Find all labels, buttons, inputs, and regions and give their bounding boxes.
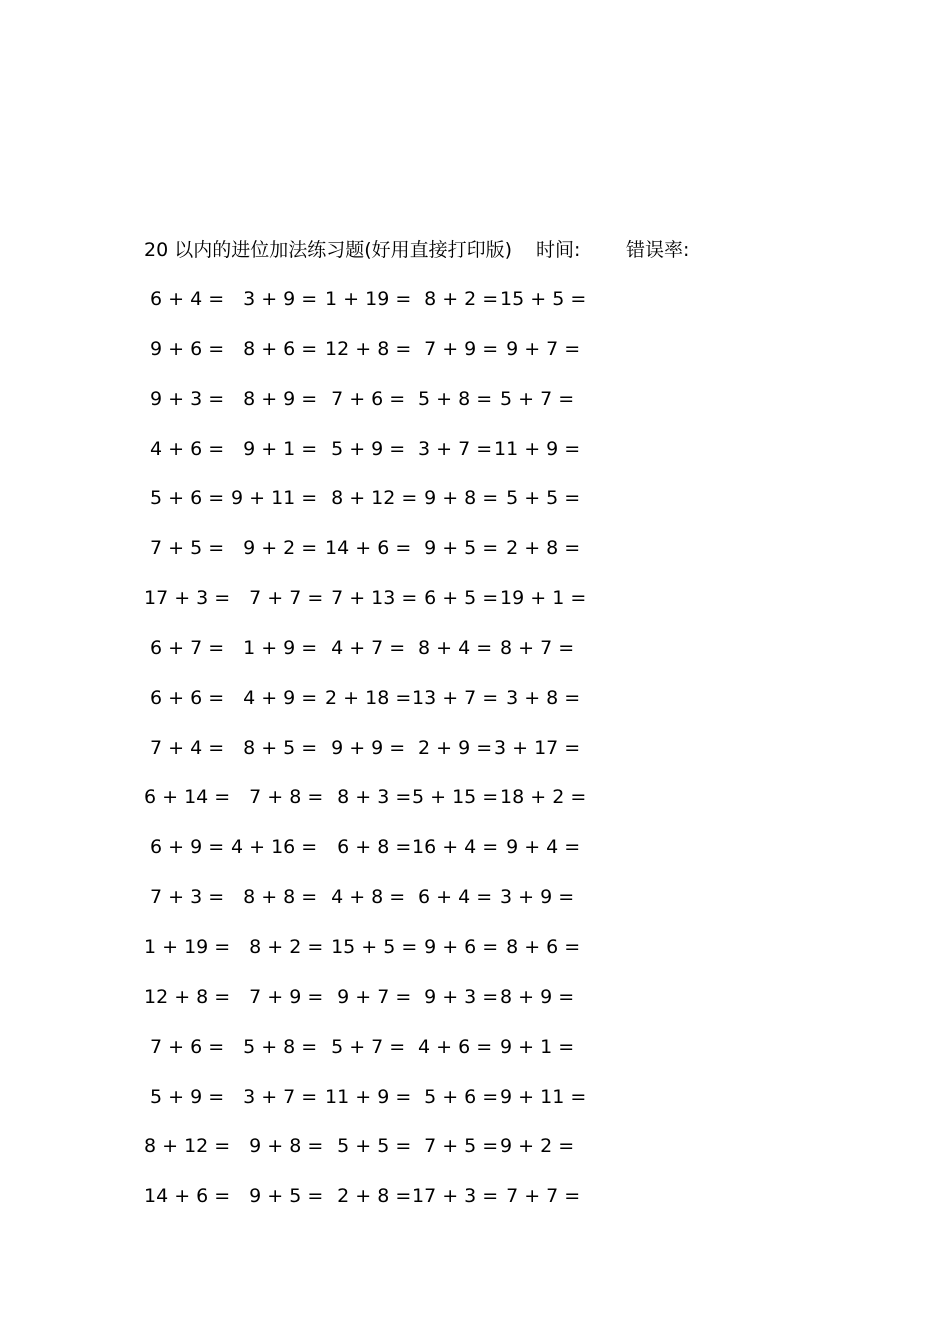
addition-problem: 7 + 9 = xyxy=(231,985,324,1008)
addition-problem: 5 + 15 = xyxy=(412,786,499,809)
problem-row xyxy=(0,436,950,486)
addition-problem: 7 + 8 = xyxy=(231,786,324,809)
problem-row xyxy=(0,286,950,336)
problem-row xyxy=(0,834,950,884)
addition-problem: 5 + 9 = xyxy=(319,437,406,460)
addition-problem: 19 + 1 = xyxy=(494,587,587,610)
addition-problem: 9 + 6 = xyxy=(144,337,225,360)
addition-problem: 8 + 8 = xyxy=(231,886,318,909)
addition-problem: 9 + 4 = xyxy=(494,836,581,859)
addition-problem: 12 + 8 = xyxy=(319,337,412,360)
problem-row xyxy=(0,1183,950,1233)
addition-problem: 2 + 8 = xyxy=(494,537,581,560)
addition-problem: 17 + 3 = xyxy=(144,587,231,610)
addition-problem: 8 + 6 = xyxy=(231,337,318,360)
problem-row xyxy=(0,485,950,535)
addition-problem: 1 + 19 = xyxy=(319,288,412,310)
addition-problem: 9 + 3 = xyxy=(412,985,499,1008)
addition-problem: 16 + 4 = xyxy=(412,836,499,859)
addition-problem: 14 + 6 = xyxy=(319,537,412,560)
addition-problem: 3 + 9 = xyxy=(231,288,318,310)
problem-row xyxy=(0,735,950,785)
addition-problem: 6 + 6 = xyxy=(144,686,225,709)
addition-problem: 4 + 6 = xyxy=(144,437,225,460)
addition-problem: 5 + 6 = xyxy=(144,487,225,510)
addition-problem: 6 + 5 = xyxy=(412,587,499,610)
addition-problem: 7 + 5 = xyxy=(144,537,225,560)
addition-problem: 18 + 2 = xyxy=(494,786,587,809)
addition-problem: 8 + 6 = xyxy=(494,935,581,958)
problem-row xyxy=(0,1084,950,1134)
addition-problem: 7 + 7 = xyxy=(231,587,324,610)
addition-problem: 8 + 9 = xyxy=(231,387,318,410)
problem-row xyxy=(0,635,950,685)
addition-problem: 5 + 8 = xyxy=(412,387,493,410)
addition-problem: 11 + 9 = xyxy=(319,1085,412,1108)
addition-problem: 4 + 16 = xyxy=(231,836,318,859)
addition-problem: 9 + 11 = xyxy=(494,1085,587,1108)
addition-problem: 9 + 5 = xyxy=(412,537,499,560)
addition-problem: 8 + 2 = xyxy=(412,288,499,310)
addition-problem: 7 + 6 = xyxy=(319,387,406,410)
problem-row xyxy=(0,585,950,635)
error-rate-label: 错误率: xyxy=(626,239,690,261)
addition-problem: 1 + 9 = xyxy=(231,636,318,659)
addition-problem: 8 + 12 = xyxy=(319,487,418,510)
addition-problem: 8 + 2 = xyxy=(231,935,324,958)
addition-problem: 2 + 18 = xyxy=(319,686,412,709)
addition-problem: 9 + 11 = xyxy=(231,487,318,510)
addition-problem: 9 + 2 = xyxy=(494,1135,575,1158)
addition-problem: 14 + 6 = xyxy=(144,1185,231,1208)
addition-problem: 7 + 7 = xyxy=(494,1185,581,1208)
problem-row xyxy=(0,934,950,984)
addition-problem: 9 + 7 = xyxy=(494,337,581,360)
addition-problem: 6 + 9 = xyxy=(144,836,225,859)
problem-row xyxy=(0,884,950,934)
addition-problem: 7 + 6 = xyxy=(144,1035,225,1058)
problem-row xyxy=(0,685,950,735)
problem-row xyxy=(0,784,950,834)
addition-problem: 9 + 9 = xyxy=(319,736,406,759)
addition-problem: 3 + 8 = xyxy=(494,686,581,709)
addition-problem: 8 + 9 = xyxy=(494,985,575,1008)
problem-row xyxy=(0,535,950,585)
addition-problem: 5 + 7 = xyxy=(494,387,575,410)
addition-problem: 3 + 9 = xyxy=(494,886,575,909)
addition-problem: 13 + 7 = xyxy=(412,686,499,709)
addition-problem: 2 + 9 = xyxy=(412,736,493,759)
addition-problem: 17 + 3 = xyxy=(412,1185,499,1208)
addition-problem: 5 + 5 = xyxy=(319,1135,412,1158)
addition-problem: 5 + 6 = xyxy=(412,1085,499,1108)
addition-problem: 12 + 8 = xyxy=(144,985,231,1008)
addition-problem: 3 + 17 = xyxy=(494,736,581,759)
addition-problem: 15 + 5 = xyxy=(494,288,587,310)
addition-problem: 5 + 8 = xyxy=(231,1035,318,1058)
addition-problem: 8 + 5 = xyxy=(231,736,318,759)
problem-row xyxy=(0,1034,950,1084)
addition-problem: 4 + 9 = xyxy=(231,686,318,709)
problem-row xyxy=(0,984,950,1034)
addition-problem: 6 + 4 = xyxy=(412,886,493,909)
addition-problem: 6 + 7 = xyxy=(144,636,225,659)
addition-problem: 8 + 7 = xyxy=(494,636,575,659)
problem-grid xyxy=(0,286,950,1233)
addition-problem: 7 + 9 = xyxy=(412,337,499,360)
problem-row xyxy=(0,386,950,436)
addition-problem: 9 + 5 = xyxy=(231,1185,324,1208)
addition-problem: 15 + 5 = xyxy=(319,935,418,958)
addition-problem: 7 + 13 = xyxy=(319,587,418,610)
addition-problem: 3 + 7 = xyxy=(412,437,493,460)
addition-problem: 2 + 8 = xyxy=(319,1185,412,1208)
addition-problem: 3 + 7 = xyxy=(231,1085,318,1108)
addition-problem: 5 + 5 = xyxy=(494,487,581,510)
addition-problem: 8 + 12 = xyxy=(144,1135,231,1158)
addition-problem: 5 + 9 = xyxy=(144,1085,225,1108)
addition-problem: 6 + 14 = xyxy=(144,786,231,809)
addition-problem: 7 + 5 = xyxy=(412,1135,499,1158)
addition-problem: 1 + 19 = xyxy=(144,935,231,958)
addition-problem: 8 + 4 = xyxy=(412,636,493,659)
worksheet-title: 20 以内的进位加法练习题(好用直接打印版) xyxy=(144,239,513,261)
addition-problem: 5 + 7 = xyxy=(319,1035,406,1058)
addition-problem: 4 + 6 = xyxy=(412,1035,493,1058)
addition-problem: 4 + 7 = xyxy=(319,636,406,659)
addition-problem: 6 + 4 = xyxy=(144,288,225,310)
addition-problem: 9 + 6 = xyxy=(412,935,499,958)
addition-problem: 4 + 8 = xyxy=(319,886,406,909)
addition-problem: 9 + 8 = xyxy=(231,1135,324,1158)
addition-problem: 9 + 1 = xyxy=(231,437,318,460)
addition-problem: 9 + 7 = xyxy=(319,985,412,1008)
problem-row xyxy=(0,336,950,386)
addition-problem: 9 + 8 = xyxy=(412,487,499,510)
addition-problem: 6 + 8 = xyxy=(319,836,412,859)
addition-problem: 8 + 3 = xyxy=(319,786,412,809)
addition-problem: 9 + 3 = xyxy=(144,387,225,410)
addition-problem: 7 + 3 = xyxy=(144,886,225,909)
addition-problem: 9 + 2 = xyxy=(231,537,318,560)
addition-problem: 7 + 4 = xyxy=(144,736,225,759)
time-label: 时间: xyxy=(536,239,581,261)
addition-problem: 9 + 1 = xyxy=(494,1035,575,1058)
addition-problem: 11 + 9 = xyxy=(494,437,581,460)
problem-row xyxy=(0,1133,950,1183)
